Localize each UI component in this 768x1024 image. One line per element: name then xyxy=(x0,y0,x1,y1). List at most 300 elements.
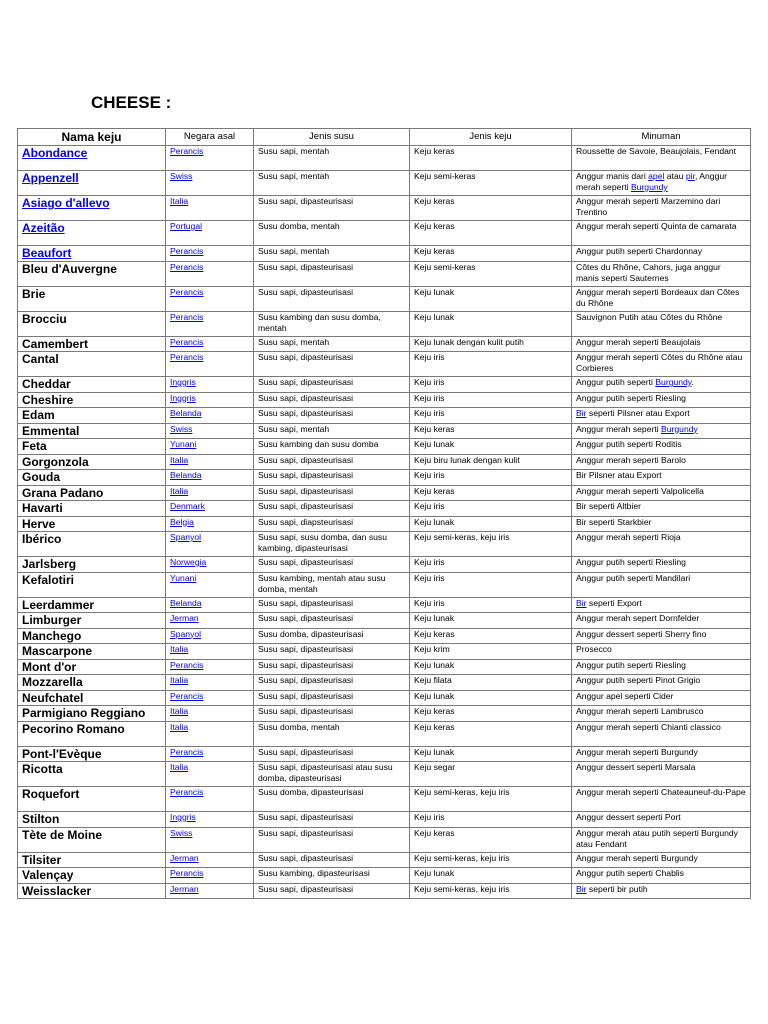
cheese-name: Brie xyxy=(22,286,46,301)
country-link[interactable]: Perancis xyxy=(170,746,204,757)
cheese-type-cell: Keju semi-keras xyxy=(410,171,572,196)
cheese-type-cell: Keju iris xyxy=(410,557,572,573)
cheese-name-cell xyxy=(18,675,166,691)
country-link[interactable]: Perancis xyxy=(170,146,204,156)
cheese-type-cell: Keju iris xyxy=(410,352,572,377)
milk-cell: Susu sapi, dipasteurisasi xyxy=(254,501,410,517)
cheese-type-cell: Keju keras xyxy=(410,246,572,262)
country-link[interactable]: Jerman xyxy=(170,883,199,894)
country-cell xyxy=(166,812,254,828)
table-row xyxy=(18,439,751,455)
drink-cell xyxy=(572,675,751,691)
table-row xyxy=(18,827,751,852)
drink-text: seperti Export xyxy=(586,597,642,608)
country-link[interactable]: Perancis xyxy=(170,336,204,347)
milk-cell: Susu sapi, dipasteurisasi xyxy=(254,706,410,722)
drink-text: Bir seperti Altbier xyxy=(576,501,641,511)
cheese-type-cell: Keju iris xyxy=(410,812,572,828)
country-link[interactable]: Perancis xyxy=(170,352,204,362)
cheese-name: Tilsiter xyxy=(22,852,62,867)
country-link[interactable]: Inggris xyxy=(170,377,196,387)
table-row xyxy=(18,659,751,675)
country-cell xyxy=(166,746,254,762)
drink-cell xyxy=(572,557,751,573)
cheese-name: Bleu d'Auvergne xyxy=(22,261,117,276)
cheese-name: Camembert xyxy=(22,336,89,351)
country-link[interactable]: Italia xyxy=(170,675,189,685)
drink-text: Bir seperti Starkbier xyxy=(576,516,652,527)
milk-cell: Susu sapi, dipasteurisasi xyxy=(254,852,410,868)
milk-cell: Susu sapi, dipasteurisasi xyxy=(254,408,410,424)
cheese-type-cell: Keju keras xyxy=(410,721,572,746)
milk-cell: Susu sapi, mentah xyxy=(254,423,410,439)
drink-cell xyxy=(572,336,751,352)
drink-text: Anggur merah seperti Chianti classico xyxy=(576,721,721,732)
table-row xyxy=(18,746,751,762)
country-link[interactable]: Jerman xyxy=(170,613,199,623)
drink-text: Anggur putih seperti Roditis xyxy=(576,439,682,449)
drink-cell xyxy=(572,146,751,171)
country-cell xyxy=(166,171,254,196)
milk-cell: Susu sapi, dipasteurisasi xyxy=(254,659,410,675)
country-cell xyxy=(166,485,254,501)
drink-cell xyxy=(572,423,751,439)
drink-text: Anggur merah seperti Bordeaux dan Côtes du Rhône xyxy=(576,286,740,308)
country-link[interactable]: Italia xyxy=(170,454,189,465)
country-cell xyxy=(166,827,254,852)
page-title: CHEESE : xyxy=(91,93,172,112)
cheese-name: Stilton xyxy=(22,812,60,826)
milk-cell: Susu kambing, mentah atau susu domba, mentah xyxy=(254,572,410,597)
drink-cell xyxy=(572,286,751,311)
country-cell xyxy=(166,532,254,557)
drink-link[interactable]: Burgundy xyxy=(630,182,668,192)
drink-cell xyxy=(572,532,751,557)
drink-text: Sauvignon Putih atau Côtes du Rhône xyxy=(576,311,723,322)
milk-cell: Susu sapi, dipasteurisasi xyxy=(254,196,410,221)
country-link[interactable]: Perancis xyxy=(170,787,204,797)
drink-cell xyxy=(572,392,751,408)
milk-cell: Susu sapi, dipasteurisasi xyxy=(254,644,410,660)
drink-link[interactable]: Burgundy xyxy=(655,377,692,387)
drink-cell xyxy=(572,827,751,852)
table-row xyxy=(18,597,751,613)
drink-cell xyxy=(572,644,751,660)
milk-cell: Susu domba, dipasteurisasi xyxy=(254,628,410,644)
drink-text: Anggur merah seperti Quinta de camarata xyxy=(576,221,737,231)
cheese-type-cell: Keju iris xyxy=(410,377,572,393)
drink-link[interactable]: Bir xyxy=(576,408,587,418)
country-link[interactable]: Swiss xyxy=(170,827,193,838)
country-link[interactable]: Spanyol xyxy=(170,532,202,542)
country-cell xyxy=(166,196,254,221)
drink-link[interactable]: pir xyxy=(685,171,695,181)
milk-cell: Susu kambing dan susu domba xyxy=(254,439,410,455)
cheese-name-cell xyxy=(18,883,166,899)
cheese-type-cell: Keju semi-keras, keju iris xyxy=(410,883,572,899)
table-row xyxy=(18,613,751,629)
table-row xyxy=(18,311,751,336)
country-link[interactable]: Belgia xyxy=(170,516,194,527)
country-link[interactable]: Norwegia xyxy=(170,557,207,567)
table-row xyxy=(18,721,751,746)
cheese-name-cell xyxy=(18,868,166,884)
drink-text: . xyxy=(691,377,694,387)
cheese-name-cell xyxy=(18,812,166,828)
cheese-type-cell: Keju lunak xyxy=(410,690,572,706)
cheese-name: Herve xyxy=(22,516,56,531)
milk-cell: Susu sapi, mentah xyxy=(254,146,410,171)
table-row xyxy=(18,261,751,286)
cheese-type-cell: Keju semi-keras, keju iris xyxy=(410,532,572,557)
drink-link[interactable]: Bir xyxy=(576,597,587,608)
drink-cell xyxy=(572,746,751,762)
drink-cell xyxy=(572,706,751,722)
table-row xyxy=(18,516,751,532)
milk-cell: Susu sapi, dipasteurisasi xyxy=(254,557,410,573)
drink-cell xyxy=(572,787,751,812)
cheese-name: Manchego xyxy=(22,628,82,643)
cheese-name-cell xyxy=(18,146,166,171)
country-link[interactable]: Perancis xyxy=(170,690,204,701)
cheese-name-cell xyxy=(18,644,166,660)
milk-cell: Susu sapi, dipasteurisasi xyxy=(254,286,410,311)
drink-text: , Anggur merah seperti xyxy=(576,171,727,192)
cheese-name: Limburger xyxy=(22,613,82,627)
cheese-type-cell: Keju keras xyxy=(410,146,572,171)
drink-text: Bir Pilsner atau Export xyxy=(576,470,662,480)
cheese-name: Cheddar xyxy=(22,377,71,391)
table-row xyxy=(18,690,751,706)
drink-cell xyxy=(572,470,751,486)
cheese-name-cell xyxy=(18,454,166,470)
drink-link[interactable]: apel xyxy=(648,171,665,181)
drink-text: Anggur dessert seperti Marsala xyxy=(576,762,696,772)
drink-text: Anggur merah seperti Valpolicella xyxy=(576,485,704,496)
drink-text: Anggur putih seperti Chablis xyxy=(576,868,684,878)
milk-cell: Susu kambing dan susu domba, mentah xyxy=(254,311,410,336)
milk-cell: Susu sapi, dipasteurisasi xyxy=(254,597,410,613)
cheese-name-cell xyxy=(18,852,166,868)
drink-cell xyxy=(572,812,751,828)
country-link[interactable]: Jerman xyxy=(170,852,199,863)
table-row xyxy=(18,501,751,517)
cheese-name-cell xyxy=(18,470,166,486)
table-row xyxy=(18,470,751,486)
table-row xyxy=(18,572,751,597)
cheese-name-link[interactable]: Beaufort xyxy=(22,246,72,260)
cheese-name: Leerdammer xyxy=(22,597,95,612)
drink-text: Roussette de Savoie, Beaujolais, Fendant xyxy=(576,146,737,156)
drink-text: Anggur merah seperti Burgundy xyxy=(576,746,698,757)
drink-link[interactable]: Bir xyxy=(576,883,587,894)
cheese-name: Havarti xyxy=(22,501,63,515)
country-link[interactable]: Perancis xyxy=(170,286,204,297)
drink-text: Anggur merah seperti xyxy=(576,423,662,434)
drink-cell xyxy=(572,408,751,424)
table-row xyxy=(18,883,751,899)
country-link[interactable]: Belanda xyxy=(170,408,202,418)
drink-cell xyxy=(572,311,751,336)
drink-cell xyxy=(572,628,751,644)
milk-cell: Susu sapi, dipasteurisasi xyxy=(254,746,410,762)
country-link[interactable]: Yunani xyxy=(170,572,197,583)
country-link[interactable]: Italia xyxy=(170,644,189,654)
country-cell xyxy=(166,516,254,532)
cheese-type-cell: Keju semi-keras, keju iris xyxy=(410,852,572,868)
table-row xyxy=(18,146,751,171)
cheese-name-cell xyxy=(18,439,166,455)
milk-cell: Susu sapi, dipasteurisasi xyxy=(254,485,410,501)
cheese-type-cell: Keju keras xyxy=(410,628,572,644)
drink-cell xyxy=(572,171,751,196)
drink-cell xyxy=(572,597,751,613)
cheese-type-cell: Keju lunak xyxy=(410,746,572,762)
drink-text: Prosecco xyxy=(576,644,612,654)
milk-cell: Susu sapi, dipasteurisasi xyxy=(254,377,410,393)
cheese-name-cell xyxy=(18,171,166,196)
cheese-name-cell xyxy=(18,246,166,262)
cheese-name: Grana Padano xyxy=(22,485,104,500)
cheese-type-cell: Keju biru lunak dengan kulit xyxy=(410,454,572,470)
cheese-type-cell: Keju keras xyxy=(410,485,572,501)
cheese-name: Cantal xyxy=(22,352,59,366)
milk-cell: Susu sapi, dipasteurisasi xyxy=(254,261,410,286)
table-row xyxy=(18,675,751,691)
country-cell xyxy=(166,246,254,262)
country-cell xyxy=(166,377,254,393)
table-row xyxy=(18,171,751,196)
cheese-name-link[interactable]: Appenzell xyxy=(22,171,79,185)
milk-cell: Susu sapi, dipasteurisasi xyxy=(254,613,410,629)
cheese-name-cell xyxy=(18,261,166,286)
cheese-type-cell: Keju keras xyxy=(410,706,572,722)
country-cell xyxy=(166,261,254,286)
country-link[interactable]: Perancis xyxy=(170,261,204,272)
country-link[interactable]: Portugal xyxy=(170,221,203,231)
country-cell xyxy=(166,644,254,660)
cheese-name-cell xyxy=(18,706,166,722)
cheese-name: Feta xyxy=(22,439,47,453)
table-row xyxy=(18,454,751,470)
country-link[interactable]: Spanyol xyxy=(170,628,202,639)
country-cell xyxy=(166,572,254,597)
cheese-name-cell xyxy=(18,392,166,408)
cheese-type-cell: Keju segar xyxy=(410,762,572,787)
cheese-type-cell: Keju semi-keras, keju iris xyxy=(410,787,572,812)
milk-cell: Susu sapi, dipasteurisasi atau susu domba, dipasteurisasi xyxy=(254,762,410,787)
drink-cell xyxy=(572,352,751,377)
milk-cell: Susu sapi, dipasteurisasi xyxy=(254,690,410,706)
drink-cell xyxy=(572,261,751,286)
drink-text: atau xyxy=(664,171,686,181)
cheese-name-cell xyxy=(18,597,166,613)
drink-cell xyxy=(572,883,751,899)
country-link[interactable]: Perancis xyxy=(170,246,204,256)
drink-text: Anggur merah seperti Marzemino dari Trentino xyxy=(576,196,721,217)
cheese-type-cell: Keju keras xyxy=(410,827,572,852)
table-row xyxy=(18,336,751,352)
cheese-type-cell: Keju lunak xyxy=(410,868,572,884)
cheese-type-cell: Keju lunak xyxy=(410,516,572,532)
drink-cell xyxy=(572,613,751,629)
country-cell xyxy=(166,423,254,439)
drink-text: Côtes du Rhône, Cahors, juga anggur manis seperti Sauternes xyxy=(576,261,721,283)
cheese-type-cell: Keju keras xyxy=(410,196,572,221)
drink-cell xyxy=(572,246,751,262)
drink-text: Anggur merah seperti Barolo xyxy=(576,454,686,465)
milk-cell: Susu sapi, dipasteurisasi xyxy=(254,454,410,470)
milk-cell: Susu domba, mentah xyxy=(254,221,410,246)
table-row xyxy=(18,644,751,660)
country-cell xyxy=(166,501,254,517)
cheese-name: Mozzarella xyxy=(22,675,83,689)
country-link[interactable]: Perancis xyxy=(170,868,204,878)
country-link[interactable]: Denmark xyxy=(170,501,205,511)
drink-text: Anggur putih seperti Mandilari xyxy=(576,572,691,583)
country-link[interactable]: Italia xyxy=(170,196,189,206)
drink-text: Anggur dessert seperti Port xyxy=(576,812,681,822)
country-cell xyxy=(166,690,254,706)
drink-cell xyxy=(572,485,751,501)
cheese-name-cell xyxy=(18,721,166,746)
cheese-name: Weisslacker xyxy=(22,883,92,898)
milk-cell: Susu sapi, dipasteurisasi xyxy=(254,883,410,899)
country-cell xyxy=(166,706,254,722)
country-cell xyxy=(166,286,254,311)
drink-cell xyxy=(572,852,751,868)
cheese-name-cell xyxy=(18,408,166,424)
country-link[interactable]: Belanda xyxy=(170,597,202,608)
table-row xyxy=(18,628,751,644)
drink-cell xyxy=(572,721,751,746)
country-link[interactable]: Inggris xyxy=(170,812,196,822)
country-link[interactable]: Italia xyxy=(170,721,189,732)
milk-cell: Susu sapi, diapsteurisasi xyxy=(254,516,410,532)
country-cell xyxy=(166,311,254,336)
drink-link[interactable]: Burgundy xyxy=(661,423,698,434)
cheese-name-link[interactable]: Azeitão xyxy=(22,221,65,235)
drink-text: Anggur merah seperti Côtes du Rhône atau Corbieres xyxy=(576,352,743,373)
cheese-name: Pont-l'Evèque xyxy=(22,746,102,761)
country-cell xyxy=(166,336,254,352)
cheese-name-cell xyxy=(18,501,166,517)
country-cell xyxy=(166,721,254,746)
country-cell xyxy=(166,146,254,171)
country-cell xyxy=(166,868,254,884)
country-link[interactable]: Italia xyxy=(170,706,189,716)
table-row xyxy=(18,762,751,787)
milk-cell: Susu domba, dipasteurisasi xyxy=(254,787,410,812)
drink-text: Anggur merah atau putih seperti Burgundy atau Fendant xyxy=(576,827,738,849)
drink-text: seperti bir putih xyxy=(586,883,648,894)
country-link[interactable]: Belanda xyxy=(170,470,202,480)
cheese-name: Jarlsberg xyxy=(22,557,77,571)
cheese-name-cell xyxy=(18,659,166,675)
table-row xyxy=(18,706,751,722)
milk-cell: Susu sapi, susu domba, dan susu kambing, dipasteurisasi xyxy=(254,532,410,557)
milk-cell: Susu sapi, mentah xyxy=(254,336,410,352)
country-link[interactable]: Swiss xyxy=(170,171,193,181)
cheese-type-cell: Keju iris xyxy=(410,572,572,597)
country-cell xyxy=(166,762,254,787)
cheese-name: Edam xyxy=(22,408,55,422)
drink-cell xyxy=(572,501,751,517)
drink-text: Anggur putih seperti xyxy=(576,377,656,387)
country-link[interactable]: Perancis xyxy=(170,311,204,322)
milk-cell: Susu sapi, dipasteurisasi xyxy=(254,812,410,828)
cheese-name-cell xyxy=(18,690,166,706)
milk-cell: Susu sapi, dipasteurisasi xyxy=(254,352,410,377)
drink-text: Anggur putih seperti Riesling xyxy=(576,392,686,403)
cheese-name-cell xyxy=(18,746,166,762)
milk-cell: Susu sapi, dipasteurisasi xyxy=(254,470,410,486)
cheese-name: Gorgonzola xyxy=(22,454,89,469)
cheese-name-cell xyxy=(18,221,166,246)
country-cell xyxy=(166,628,254,644)
country-cell xyxy=(166,439,254,455)
cheese-type-cell: Keju lunak xyxy=(410,439,572,455)
cheese-name-cell xyxy=(18,557,166,573)
cheese-name-link[interactable]: Abondance xyxy=(22,146,88,160)
drink-cell xyxy=(572,377,751,393)
cheese-name: Ibérico xyxy=(22,532,62,546)
country-link[interactable]: Swiss xyxy=(170,423,193,434)
cheese-name-cell xyxy=(18,311,166,336)
table-row xyxy=(18,377,751,393)
country-link[interactable]: Perancis xyxy=(170,659,204,670)
cheese-type-cell: Keju lunak xyxy=(410,659,572,675)
cheese-name: Cheshire xyxy=(22,392,74,407)
table-row xyxy=(18,557,751,573)
drink-text: Anggur putih seperti Riesling xyxy=(576,557,686,567)
drink-text: Anggur merah sepert Dornfelder xyxy=(576,613,700,623)
cheese-name-link[interactable]: Asiago d'allevo xyxy=(22,196,110,210)
milk-cell: Susu kambing, dipasteurisasi xyxy=(254,868,410,884)
cheese-type-cell: Keju iris xyxy=(410,392,572,408)
milk-cell: Susu sapi, dipasteurisasi xyxy=(254,392,410,408)
cheese-name-cell xyxy=(18,827,166,852)
cheese-name-cell xyxy=(18,762,166,787)
cheese-name: Brocciu xyxy=(22,311,67,326)
cheese-name: Ricotta xyxy=(22,762,63,776)
cheese-name: Valençay xyxy=(22,868,74,882)
table-row xyxy=(18,532,751,557)
cheese-type-cell: Keju lunak xyxy=(410,286,572,311)
drink-cell xyxy=(572,572,751,597)
cheese-type-cell: Keju keras xyxy=(410,423,572,439)
column-header-type: Jenis keju xyxy=(410,129,572,146)
country-link[interactable]: Yunani xyxy=(170,439,197,449)
milk-cell: Susu sapi, mentah xyxy=(254,246,410,262)
country-link[interactable]: Italia xyxy=(170,762,189,772)
cheese-type-cell: Keju lunak dengan kulit putih xyxy=(410,336,572,352)
column-header-drink: Minuman xyxy=(572,129,751,146)
drink-text: Anggur apel seperti Cider xyxy=(576,690,674,701)
country-link[interactable]: Inggris xyxy=(170,392,196,403)
milk-cell: Susu domba, mentah xyxy=(254,721,410,746)
drink-cell xyxy=(572,659,751,675)
cheese-type-cell: Keju lunak xyxy=(410,311,572,336)
cheese-name: Gouda xyxy=(22,470,60,484)
country-cell xyxy=(166,659,254,675)
country-link[interactable]: Italia xyxy=(170,485,189,496)
cheese-name-cell xyxy=(18,423,166,439)
table-row xyxy=(18,812,751,828)
country-cell xyxy=(166,883,254,899)
country-cell xyxy=(166,392,254,408)
cheese-name-cell xyxy=(18,787,166,812)
